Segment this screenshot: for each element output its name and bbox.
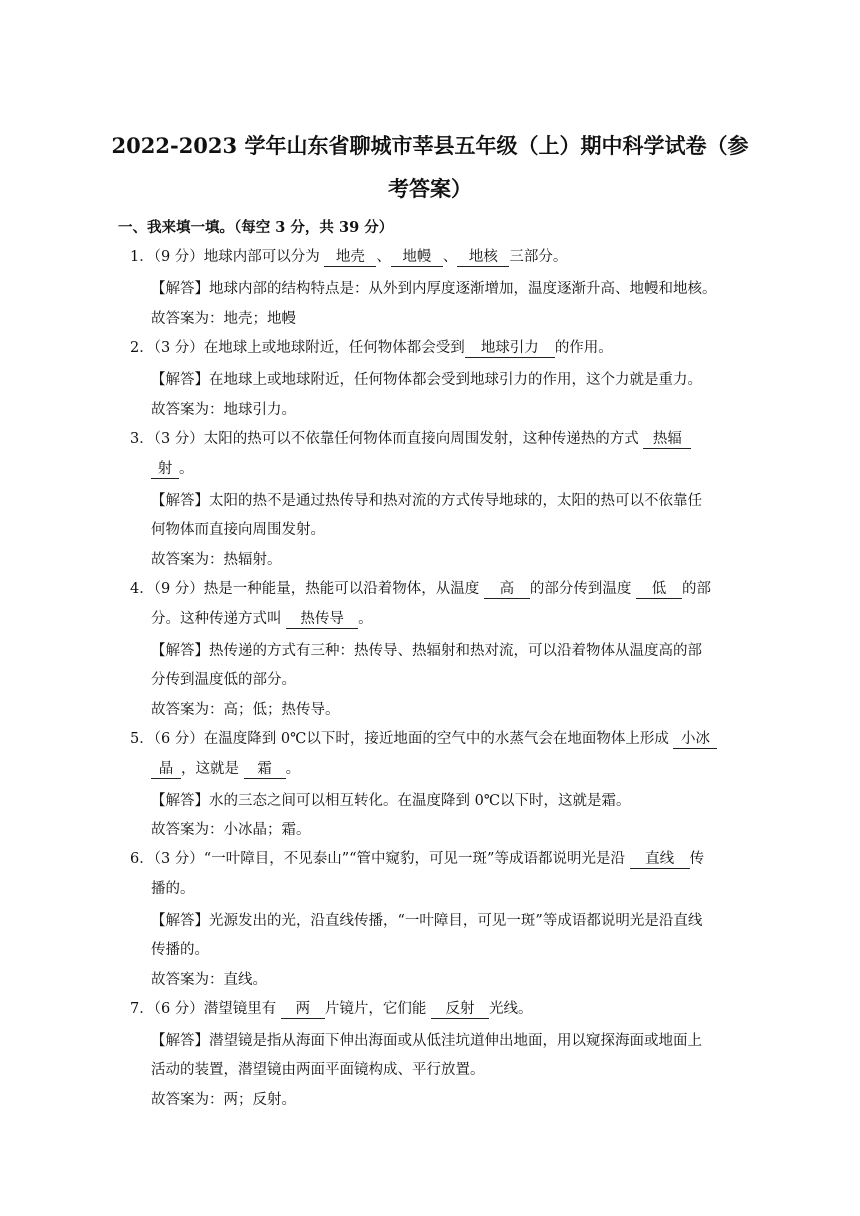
question-2-text: 2．（3 分）在地球上或地球附近，任何物体都会受到 — [130, 340, 465, 356]
question-5-text: 5．（6 分）在温度降到 0℃以下时，接近地面的空气中的水蒸气会在地面物体上形成 — [130, 731, 669, 747]
question-4-line-2-end: 。 — [358, 611, 373, 627]
question-6-line-2: 播的。 — [151, 881, 195, 897]
question-7-text: 7．（6 分）潜望镜里有 — [130, 1001, 277, 1017]
question-3-explanation-line-2: 何物体而直接向周围发射。 — [151, 522, 325, 538]
question-4-blank-3: 热传导 — [286, 611, 358, 629]
question-3 — [130, 429, 691, 449]
question-5 — [130, 729, 717, 749]
question-3-text: 3．（3 分）太阳的热可以不依靠任何物体而直接向周围发射，这种传递热的方式 — [130, 431, 639, 447]
question-5-blank-1-part-1: 小冰 — [673, 731, 717, 749]
question-7-text-end: 光线。 — [489, 1001, 533, 1017]
question-4-explanation-line-1: 【解答】热传递的方式有三种：热传导、热辐射和热对流，可以沿着物体从温度高的部 — [151, 643, 702, 659]
question-6-explanation-line-2: 传播的。 — [151, 942, 209, 958]
question-4-line-2-text: 分。这种传递方式叫 — [151, 611, 282, 627]
question-2 — [130, 338, 613, 358]
question-3-text-end: 。 — [179, 461, 194, 477]
question-7-blank-1: 两 — [281, 1001, 325, 1019]
question-2-blank-1: 地球引力 — [465, 340, 555, 358]
question-3-blank-1-part-2: 射 — [151, 461, 179, 479]
question-2-answer: 故答案为：地球引力。 — [151, 402, 296, 418]
question-6-explanation-line-1: 【解答】光源发出的光，沿直线传播，“一叶障目，可见一斑”等成语都说明光是沿直线 — [151, 913, 703, 929]
question-4-line-2 — [151, 609, 373, 629]
section-heading: 一、我来填一填。（每空 3 分，共 39 分） — [118, 219, 394, 236]
question-4-blank-2: 低 — [636, 581, 682, 599]
question-6 — [130, 849, 704, 869]
question-1-separator-2: 、 — [442, 249, 458, 265]
question-1-text-end: 三部分。 — [509, 249, 568, 265]
question-3-line-2 — [151, 459, 194, 479]
question-2-explanation: 【解答】在地球上或地球附近，任何物体都会受到地球引力的作用，这个力就是重力。 — [151, 372, 702, 388]
question-5-text-end: 。 — [285, 761, 301, 777]
question-5-blank-2: 霜 — [244, 761, 286, 779]
question-6-blank-1: 直线 — [630, 851, 690, 869]
question-4-text: 4．（9 分）热是一种能量，热能可以沿着物体，从温度 — [130, 581, 480, 597]
question-3-blank-1-part-1: 热辐 — [643, 431, 691, 449]
question-1-text: 1．（9 分）地球内部可以分为 — [130, 249, 320, 265]
question-1 — [130, 247, 567, 267]
question-1-blank-1: 地壳 — [324, 249, 376, 267]
question-1-separator-1: 、 — [376, 249, 391, 265]
question-7-explanation-line-1: 【解答】潜望镜是指从海面下伸出海面或从低洼坑道伸出地面，用以窥探海面或地面上 — [151, 1033, 702, 1049]
document-title-line-1: 2022-2023 学年山东省聊城市莘县五年级（上）期中科学试卷（参 — [111, 133, 749, 158]
question-1-explanation: 【解答】地球内部的结构特点是：从外到内厚度逐渐增加，温度逐渐升高、地幔和地核。 — [151, 281, 717, 297]
question-4-blank-1: 高 — [484, 581, 530, 599]
question-6-text-end: 传 — [689, 851, 705, 867]
question-4-text-end: 的部 — [682, 581, 712, 597]
question-3-answer: 故答案为：热辐射。 — [151, 552, 282, 568]
question-7-explanation-line-2: 活动的装置，潜望镜由两面平面镜构成、平行放置。 — [151, 1062, 485, 1078]
question-3-explanation-line-1: 【解答】太阳的热不是通过热传导和热对流的方式传导地球的，太阳的热可以不依靠任 — [151, 493, 702, 509]
question-7-answer: 故答案为：两；反射。 — [151, 1092, 296, 1108]
question-1-blank-3: 地核 — [457, 249, 509, 267]
question-5-text-middle: ，这就是 — [181, 761, 239, 777]
document-title-line-2: 考答案） — [388, 176, 472, 201]
question-4 — [130, 579, 711, 599]
question-2-text-end: 的作用。 — [554, 340, 613, 356]
question-4-explanation-line-2: 分传到温度低的部分。 — [151, 672, 296, 688]
question-6-answer: 故答案为：直线。 — [151, 972, 267, 988]
question-5-explanation: 【解答】水的三态之间可以相互转化。在温度降到 0℃以下时，这就是霜。 — [151, 793, 631, 809]
question-7-blank-2: 反射 — [431, 1001, 489, 1019]
question-1-answer: 故答案为：地壳；地幔 — [151, 311, 296, 327]
question-5-answer: 故答案为：小冰晶；霜。 — [151, 822, 311, 838]
question-5-blank-1-part-2: 晶 — [151, 761, 181, 779]
question-6-text: 6．（3 分）“一叶障目，不见泰山”“管中窥豹，可见一斑”等成语都说明光是沿 — [130, 851, 625, 867]
question-1-blank-2: 地幔 — [391, 249, 443, 267]
question-7-text-middle: 片镜片，它们能 — [324, 1001, 427, 1017]
question-4-answer: 故答案为：高；低；热传导。 — [151, 702, 340, 718]
question-4-text-middle: 的部分传到温度 — [529, 581, 632, 597]
question-7 — [130, 999, 533, 1019]
question-5-line-2 — [151, 759, 300, 779]
